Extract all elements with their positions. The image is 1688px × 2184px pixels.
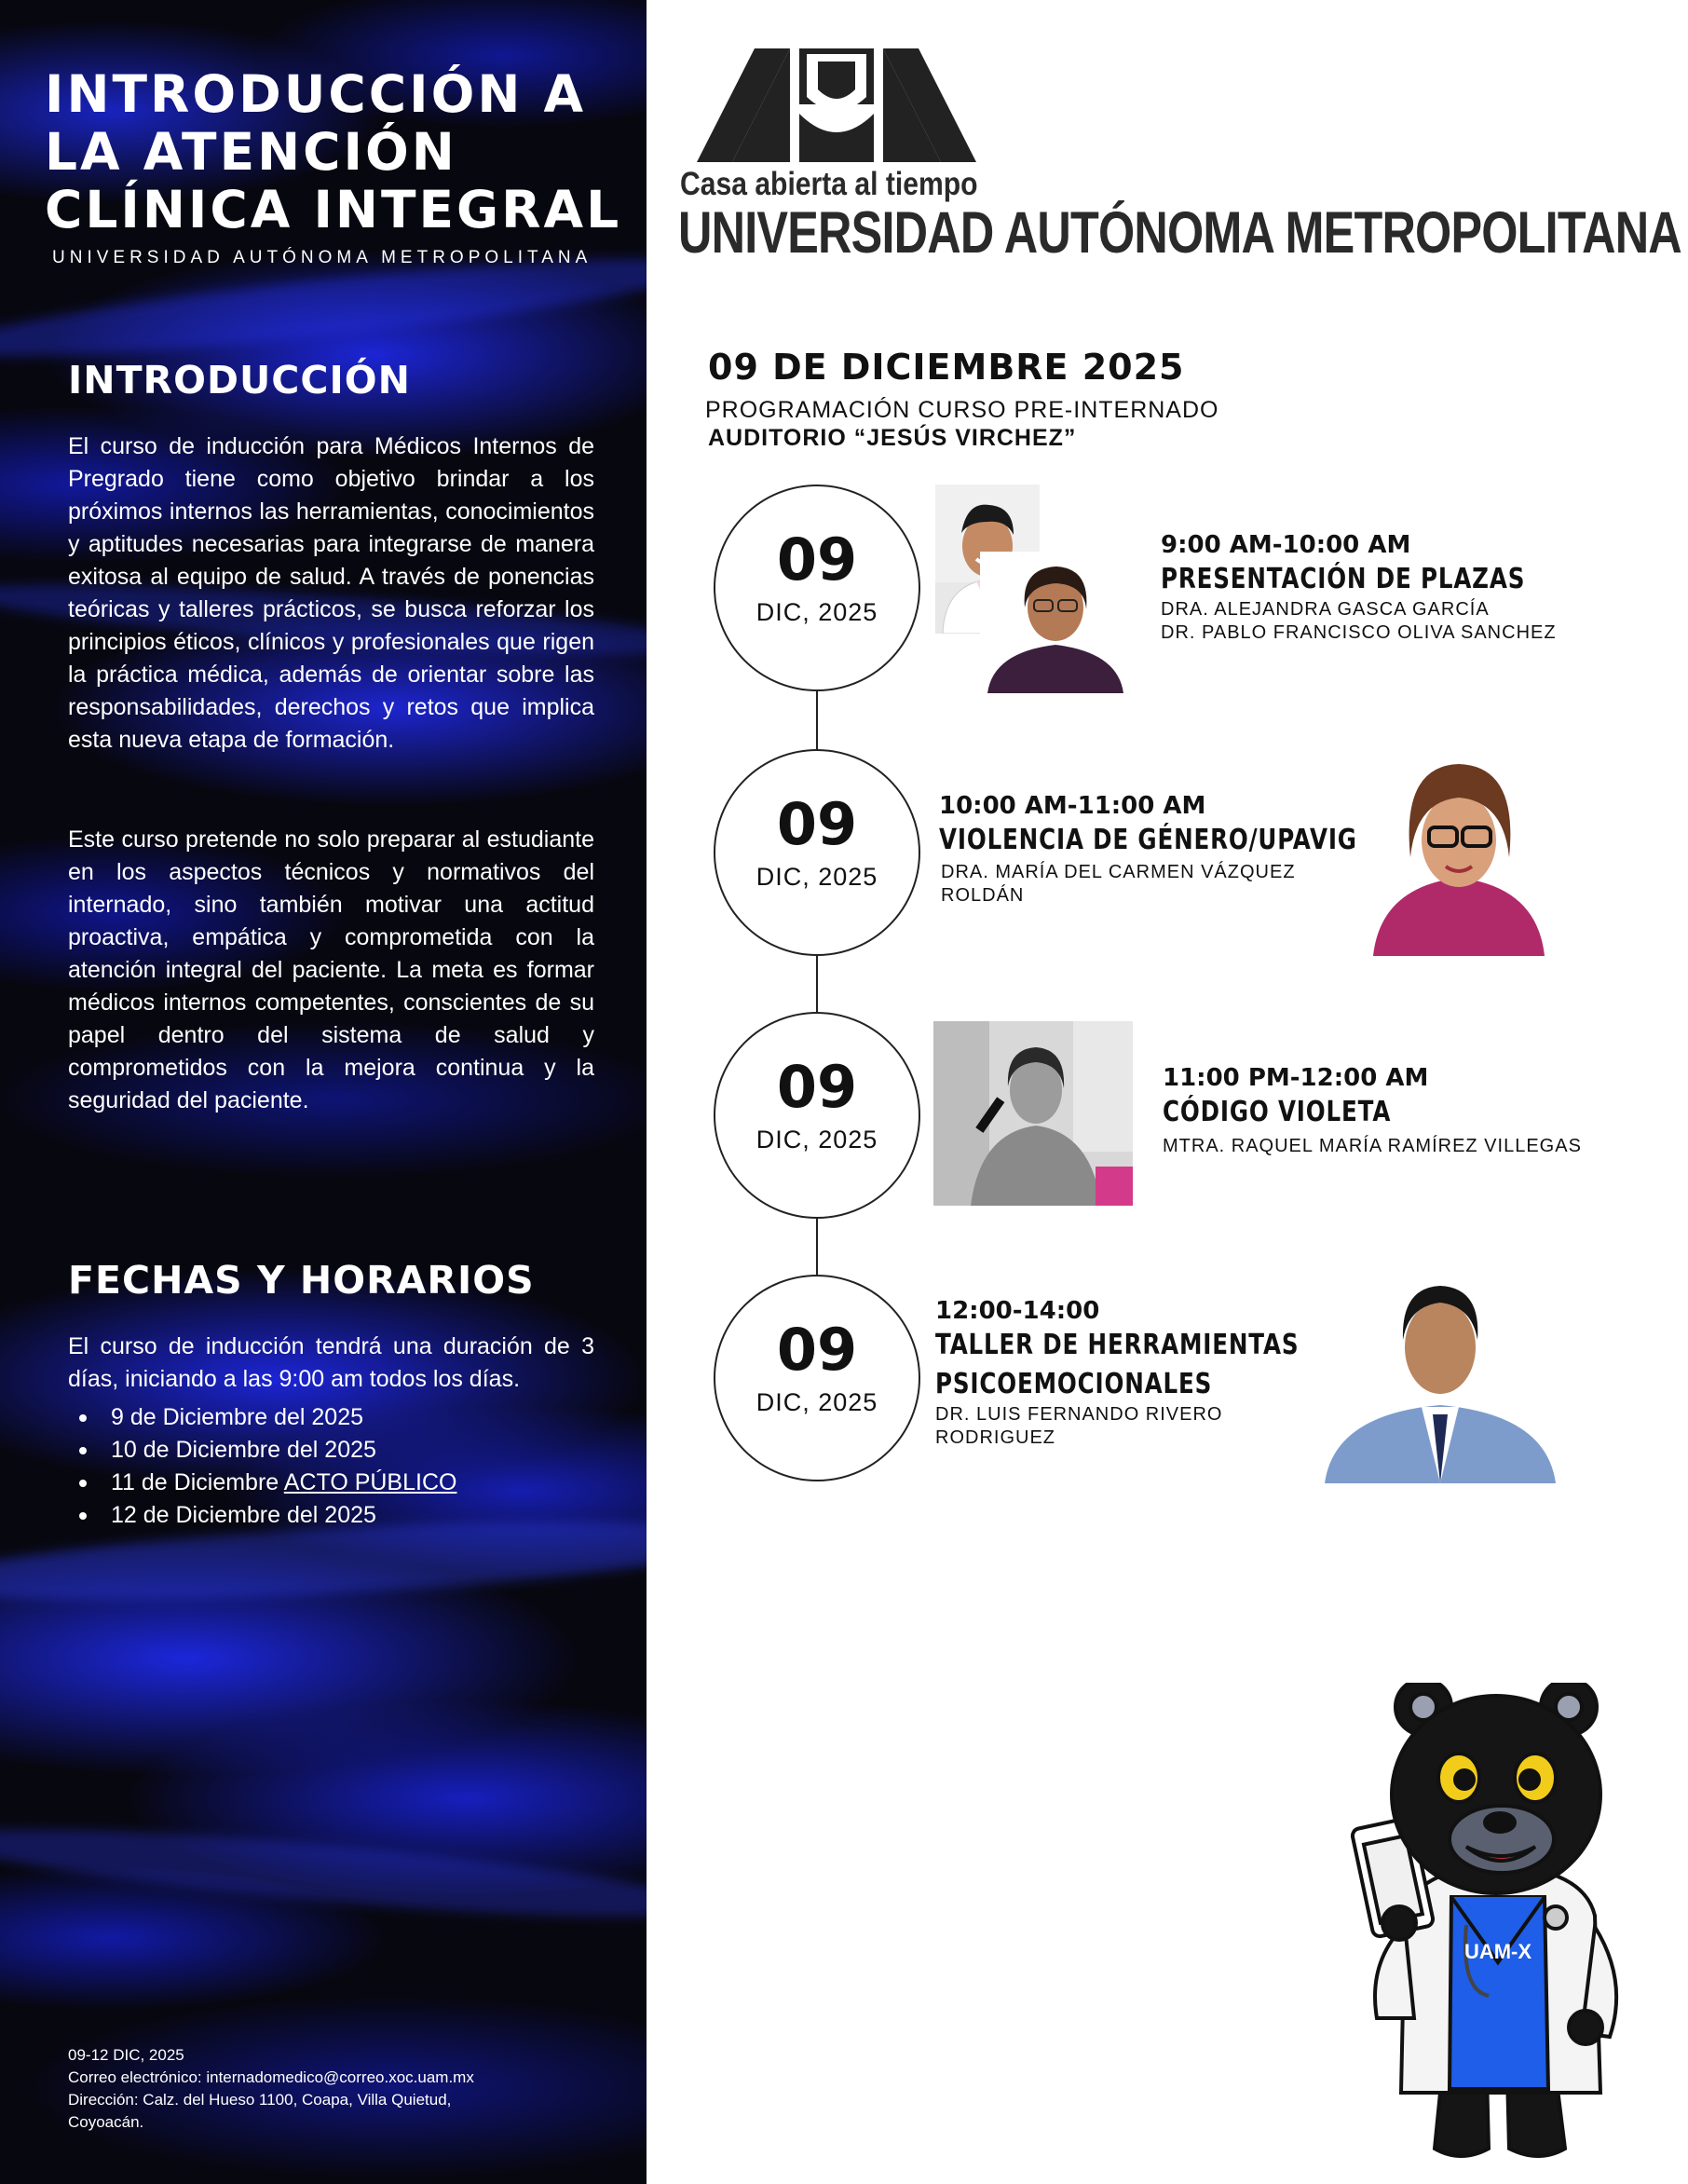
event-time: 9:00 AM-10:00 AM — [1161, 531, 1411, 559]
event-title: TALLER DE HERRAMIENTAS — [935, 1329, 1300, 1361]
schedule-item: 10 de Diciembre del 2025 — [68, 1434, 594, 1467]
date-circle — [714, 1012, 920, 1219]
date-circle-day: 09 — [776, 1316, 858, 1384]
event-time: 11:00 PM-12:00 AM — [1163, 1064, 1429, 1092]
intro-paragraph-1: El curso de inducción para Médicos Internos de Pregrado tiene como objetivo brindar a los próximos internos las herramientas, conocimientos y aptitudes necesarias para integrarse de manera exitosa al equipo de salud. A través de ponencias teóricas y talleres prácticos, se busca reforzar los principios éticos, clínicos y profesionales que rigen la práctica médica, además de orientar sobre las responsabilidades, derechos y retos que implica esta nueva etapa de formación. — [68, 433, 594, 753]
footer-address-2: Coyoacán. — [68, 2113, 144, 2131]
left-panel — [0, 0, 647, 2184]
date-circle-month: DIC, 2025 — [756, 598, 878, 626]
uam-logo-icon — [697, 48, 976, 162]
schedule-list — [68, 1401, 594, 1532]
timeline-connector — [816, 956, 818, 1014]
date-circle-day: 09 — [776, 790, 858, 858]
logo-tagline: Casa abierta al tiempo — [680, 166, 978, 202]
date-circle — [714, 485, 920, 691]
event-title: VIOLENCIA DE GÉNERO/UPAVIG — [939, 824, 1357, 856]
schedule-item — [68, 1467, 594, 1499]
intro-paragraph-2: Este curso pretende no solo preparar al estudiante en los aspectos técnicos y normativos del internado, sino también motivar una actitud proactiva, empática y comprometida con la atención integral del paciente. La meta es formar médicos internos competentes, conscientes de su papel dentro del sistema de salud y comprometidos con la mejora continua y la seguridad del paciente. — [68, 826, 594, 1113]
schedule-item: 12 de Diciembre del 2025 — [68, 1499, 594, 1532]
event-title: CÓDIGO VIOLETA — [1163, 1096, 1392, 1128]
event-title: PSICOEMOCIONALES — [935, 1368, 1213, 1400]
event-speaker: ROLDÁN — [941, 885, 1025, 906]
main-title: INTRODUCCIÓN A LA ATENCIÓN CLÍNICA INTEGRAL — [45, 64, 622, 239]
event-time: 10:00 AM-11:00 AM — [939, 792, 1206, 820]
event-date-heading: 09 DE DICIEMBRE 2025 — [708, 347, 1185, 388]
schedule-item: 9 de Diciembre del 2025 — [68, 1401, 594, 1434]
date-circle-day: 09 — [776, 526, 858, 594]
event-speaker: RODRIGUEZ — [935, 1427, 1055, 1448]
schedule-text: El curso de inducción tendrá una duración de 3 días, iniciando a las 9:00 am todos los días. — [68, 1333, 594, 1392]
auditorium-line: AUDITORIO “JESÚS VIRCHEZ” — [708, 425, 1077, 451]
program-line: PROGRAMACIÓN CURSO PRE-INTERNADO — [705, 397, 1219, 423]
date-circle-month: DIC, 2025 — [756, 1388, 878, 1416]
speaker-photo — [1325, 1275, 1556, 1483]
date-circle — [714, 1275, 920, 1481]
logo-university-name: UNIVERSIDAD AUTÓNOMA METROPOLITANA — [678, 200, 1681, 266]
main-subtitle: UNIVERSIDAD AUTÓNOMA METROPOLITANA — [52, 248, 592, 267]
date-circle-month: DIC, 2025 — [756, 863, 878, 891]
event-speaker: MTRA. RAQUEL MARÍA RAMÍREZ VILLEGAS — [1163, 1136, 1582, 1156]
speaker-photo — [1373, 747, 1545, 956]
footer — [68, 2044, 474, 2134]
footer-email: Correo electrónico: internadomedico@correo.xoc.uam.mx — [68, 2068, 474, 2086]
schedule-item-label: 11 de Diciembre — [111, 1469, 279, 1495]
intro-heading: INTRODUCCIÓN — [68, 358, 411, 403]
date-circle-month: DIC, 2025 — [756, 1126, 878, 1153]
mascot-shirt-text: UAM-X — [1463, 1940, 1532, 1963]
speaker-photo — [980, 552, 1131, 693]
event-speaker: DR. LUIS FERNANDO RIVERO — [935, 1404, 1223, 1425]
event-speaker: DR. PABLO FRANCISCO OLIVA SANCHEZ — [1161, 622, 1557, 643]
date-circle — [714, 749, 920, 956]
event-speaker: DRA. MARÍA DEL CARMEN VÁZQUEZ — [941, 862, 1296, 882]
event-time: 12:00-14:00 — [935, 1297, 1100, 1325]
footer-address-1: Dirección: Calz. del Hueso 1100, Coapa, Villa Quietud, — [68, 2091, 452, 2109]
speaker-photo — [933, 1021, 1133, 1206]
footer-dates: 09-12 DIC, 2025 — [68, 2046, 184, 2064]
event-title: PRESENTACIÓN DE PLAZAS — [1161, 563, 1526, 595]
timeline-connector — [816, 691, 818, 749]
schedule-heading: FECHAS Y HORARIOS — [68, 1258, 535, 1303]
date-circle-day: 09 — [776, 1053, 858, 1121]
panther-mascot-icon — [1349, 1683, 1647, 2167]
event-speaker: DRA. ALEJANDRA GASCA GARCÍA — [1161, 599, 1490, 620]
timeline-connector — [816, 1219, 818, 1276]
acto-publico-link[interactable]: ACTO PÚBLICO — [283, 1469, 457, 1495]
